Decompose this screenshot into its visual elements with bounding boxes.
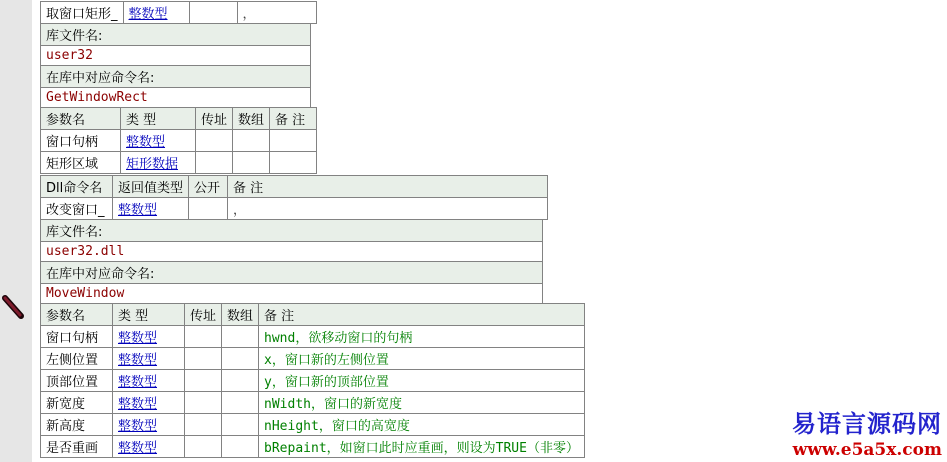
param-type-link[interactable]: 整数型 — [118, 397, 158, 412]
array-cell — [233, 130, 270, 152]
parameters-table — [40, 107, 317, 174]
library-info-table — [40, 23, 311, 108]
table-row — [41, 2, 317, 24]
param-name-header: 参数名 — [41, 304, 113, 326]
api-name-label: 在库中对应命令名: — [41, 262, 543, 284]
param-remark-cell — [270, 130, 317, 152]
param-row — [41, 414, 585, 436]
lib-file-value: user32 — [41, 46, 311, 66]
param-row — [41, 130, 317, 152]
command-summary-table — [40, 175, 548, 220]
array-cell — [222, 370, 259, 392]
table-row — [41, 66, 311, 88]
api-name-value: GetWindowRect — [41, 88, 311, 108]
table-row — [41, 198, 548, 220]
public-header: 公开 — [189, 176, 228, 198]
array-cell — [222, 326, 259, 348]
remark-header: 备 注 — [228, 176, 548, 198]
site-name-text: 易语言源码网 — [792, 410, 942, 438]
param-name-cell: 矩形区域 — [41, 152, 121, 174]
table-row — [41, 24, 311, 46]
dll-name-header: Dll命令名 — [41, 176, 113, 198]
param-name-cell: 新宽度 — [41, 392, 113, 414]
return-type-link[interactable]: 整数型 — [118, 203, 158, 218]
lib-file-value: user32.dll — [41, 242, 543, 262]
param-name-cell: 新高度 — [41, 414, 113, 436]
param-remark-header: 备 注 — [270, 108, 317, 130]
param-remark-cell: bRepaint，如窗口此时应重画，则设为TRUE（非零） — [259, 436, 585, 458]
param-type-link[interactable]: 整数型 — [118, 375, 158, 390]
param-header-row — [41, 304, 585, 326]
param-remark-cell: hwnd，欲移动窗口的句柄 — [259, 326, 585, 348]
param-name-cell: 窗口句柄 — [41, 130, 121, 152]
array-cell — [222, 348, 259, 370]
param-row — [41, 392, 585, 414]
param-type-link[interactable]: 整数型 — [118, 331, 158, 346]
param-name-header: 参数名 — [41, 108, 121, 130]
dll-command-table-movewindow — [40, 175, 585, 458]
param-type-header: 类 型 — [113, 304, 185, 326]
table-row — [41, 284, 543, 304]
param-row — [41, 152, 317, 174]
param-name-cell: 是否重画 — [41, 436, 113, 458]
lib-file-label: 库文件名: — [41, 24, 311, 46]
api-name-value: MoveWindow — [41, 284, 543, 304]
param-header-row — [41, 108, 317, 130]
param-row — [41, 436, 585, 458]
command-header-row — [41, 176, 548, 198]
param-array-header: 数组 — [233, 108, 270, 130]
array-cell — [222, 414, 259, 436]
remark-cell: ， — [228, 198, 548, 220]
byref-cell — [185, 370, 222, 392]
dll-name-cell: 取窗口矩形_ — [41, 2, 124, 24]
byref-cell — [185, 414, 222, 436]
table-row — [41, 88, 311, 108]
return-type-header: 返回值类型 — [113, 176, 189, 198]
param-row — [41, 370, 585, 392]
byref-cell — [185, 392, 222, 414]
lib-file-label: 库文件名: — [41, 220, 543, 242]
window-left-margin — [0, 0, 32, 462]
param-type-link[interactable]: 整数型 — [126, 135, 166, 150]
param-row — [41, 326, 585, 348]
dll-command-table-getwindowrect — [40, 1, 317, 174]
array-cell — [233, 152, 270, 174]
byref-cell — [185, 436, 222, 458]
byref-cell — [196, 152, 233, 174]
public-cell — [189, 198, 228, 220]
param-remark-cell — [270, 152, 317, 174]
command-summary-table — [40, 1, 317, 24]
param-remark-cell: y，窗口新的顶部位置 — [259, 370, 585, 392]
return-type-link[interactable]: 整数型 — [128, 7, 168, 22]
param-remark-cell: x，窗口新的左侧位置 — [259, 348, 585, 370]
param-type-header: 类 型 — [121, 108, 196, 130]
dll-name-cell: 改变窗口_ — [41, 198, 113, 220]
array-cell — [222, 392, 259, 414]
param-remark-cell: nWidth，窗口的新宽度 — [259, 392, 585, 414]
param-type-link[interactable]: 整数型 — [118, 353, 158, 368]
byref-cell — [185, 348, 222, 370]
param-type-link[interactable]: 整数型 — [118, 419, 158, 434]
parameters-table — [40, 303, 585, 458]
pen-annotation-icon — [1, 293, 27, 323]
array-cell — [222, 436, 259, 458]
byref-cell — [185, 326, 222, 348]
byref-cell — [196, 130, 233, 152]
library-info-table — [40, 219, 543, 304]
remark-cell: ， — [237, 2, 316, 24]
param-name-cell: 窗口句柄 — [41, 326, 113, 348]
param-name-cell: 左侧位置 — [41, 348, 113, 370]
table-row — [41, 242, 543, 262]
param-type-link[interactable]: 矩形数据 — [126, 157, 179, 172]
table-row — [41, 220, 543, 242]
site-watermark — [792, 409, 942, 461]
param-remark-header: 备 注 — [259, 304, 585, 326]
site-url-text: www.e5a5x.com — [792, 440, 942, 460]
table-row — [41, 46, 311, 66]
table-row — [41, 262, 543, 284]
param-name-cell: 顶部位置 — [41, 370, 113, 392]
param-array-header: 数组 — [222, 304, 259, 326]
param-remark-cell: nHeight，窗口的高宽度 — [259, 414, 585, 436]
param-row — [41, 348, 585, 370]
param-byref-header: 传址 — [196, 108, 233, 130]
param-byref-header: 传址 — [185, 304, 222, 326]
api-name-label: 在库中对应命令名: — [41, 66, 311, 88]
public-cell — [189, 2, 237, 24]
param-type-link[interactable]: 整数型 — [118, 441, 158, 456]
